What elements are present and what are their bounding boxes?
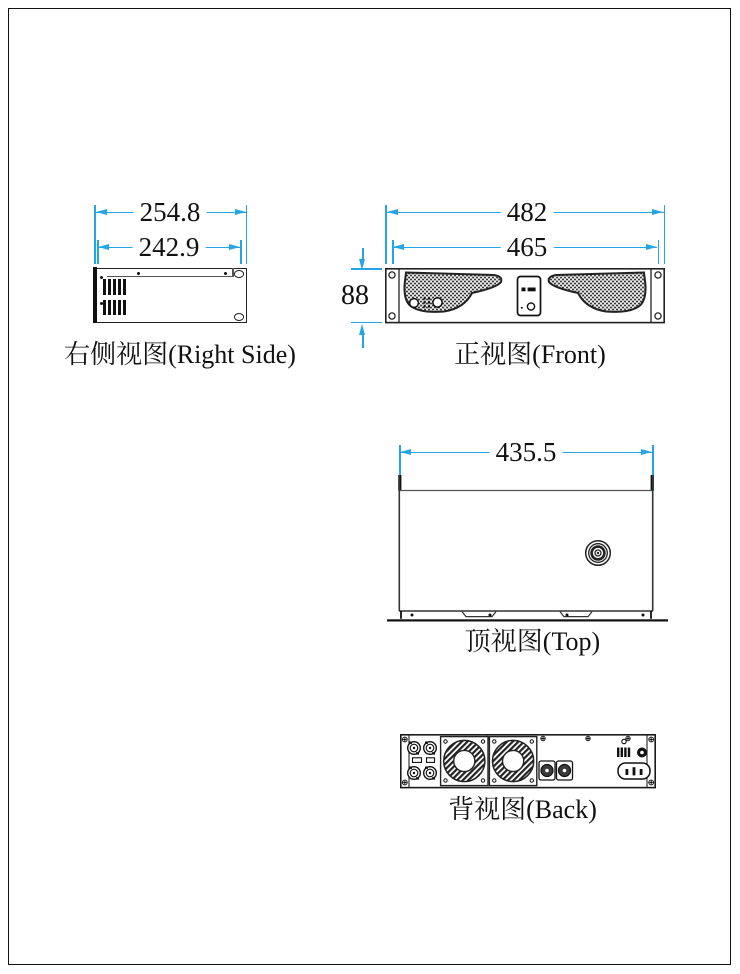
front-panel-drawing [385, 268, 665, 324]
arrowhead-right-icon [229, 244, 240, 250]
dim-value-outer: 482 [501, 199, 554, 226]
screw [411, 614, 414, 617]
speakon-connector [539, 761, 555, 780]
xlr-connector [424, 742, 437, 755]
vent-slots-upper [103, 279, 126, 295]
arrowhead-left-icon [400, 449, 411, 455]
screw [489, 614, 492, 617]
top-knob [586, 541, 611, 566]
back-view-label: 背视图(Back) [448, 795, 597, 824]
xlr-connector [424, 767, 437, 780]
arrowhead-left-icon [387, 209, 398, 215]
arrowhead-right-icon [646, 244, 657, 250]
breaker-button [637, 748, 647, 758]
rack-ear-slot [234, 270, 245, 278]
iec-power-inlet [618, 763, 650, 779]
dim-value-outer: 254.8 [134, 199, 207, 226]
fan-left [441, 737, 488, 786]
top-view-label: 顶视图(Top) [464, 627, 601, 656]
arrowhead-right-icon [641, 449, 652, 455]
panel-dot [521, 307, 523, 309]
dim-value-width: 435.5 [490, 439, 563, 466]
fan-hub [454, 750, 475, 771]
rack-ear-slot [234, 313, 245, 321]
arrowhead-right-icon [652, 209, 663, 215]
front-view-label: 正视图(Front) [454, 340, 606, 369]
handle-notch [560, 612, 592, 617]
front-panel-edge [93, 267, 97, 323]
dim-value-inner: 465 [501, 234, 554, 261]
top-recess-line [107, 276, 233, 277]
vent-slots-lower [103, 300, 126, 315]
fan-right [489, 737, 536, 786]
arrowhead-left-icon [98, 244, 109, 250]
arrowhead-right-icon [235, 209, 246, 215]
extension-line [240, 240, 242, 264]
knob [433, 298, 442, 307]
fan-hub [503, 750, 524, 771]
screw [566, 614, 569, 617]
height-extension-top [351, 268, 382, 270]
dim-value-inner: 242.9 [133, 234, 206, 261]
extension-line [246, 205, 248, 264]
xlr-connector [408, 742, 421, 755]
extension-line [658, 240, 660, 264]
display-panel [518, 277, 541, 316]
speakon-connector [557, 761, 573, 780]
right-side-view-label: 右侧视图(Right Side) [64, 340, 296, 369]
display-mark [522, 288, 526, 292]
height-extension-bottom [351, 322, 382, 324]
arrowhead-left-icon [96, 209, 107, 215]
panel-button [527, 303, 534, 310]
front-flange-line [387, 619, 668, 621]
extension-line [664, 205, 666, 264]
screw [642, 614, 645, 617]
back-panel-drawing [400, 734, 656, 789]
height-arrow-tail-bottom [362, 333, 364, 348]
display-mark [528, 288, 536, 292]
xlr-connector [408, 767, 421, 780]
knob [410, 299, 419, 308]
arrowhead-left-icon [393, 244, 404, 250]
top-panel-drawing [385, 470, 670, 626]
dim-value-height: 88 [341, 280, 369, 311]
